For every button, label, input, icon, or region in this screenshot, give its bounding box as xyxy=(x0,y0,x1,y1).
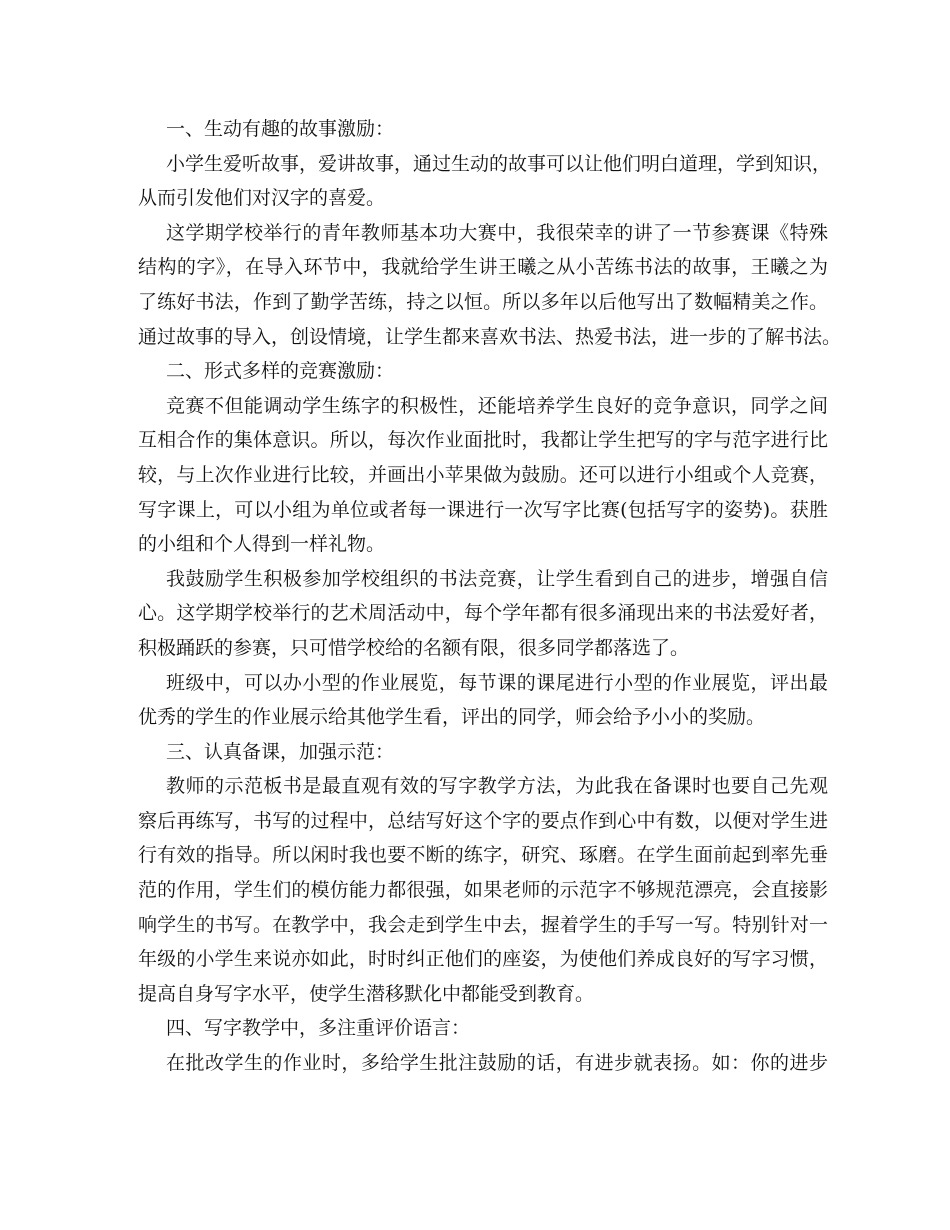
paragraph xyxy=(138,1046,828,1081)
paragraph xyxy=(138,666,828,735)
text-line: 结构的字》，在导入环节中，我就给学生讲王曦之从小苦练书法的故事，王曦之为 xyxy=(138,256,828,279)
text-line: 优秀的学生的作业展示给其他学生看，评出的同学，师会给予小小的奖励。 xyxy=(138,706,766,729)
text-line: 在批改学生的作业时，多给学生批注鼓励的话，有进步就表扬。如：你的进步 xyxy=(166,1052,828,1075)
section-heading-4: 四、写字教学中，多注重评价语言： xyxy=(166,1017,471,1040)
section-heading-2: 二、形式多样的竞赛激励： xyxy=(166,360,395,383)
paragraph xyxy=(138,147,832,216)
text-line: 行有效的指导。所以闲时我也要不断的练字，研究、琢磨。在学生面前起到率先垂 xyxy=(138,844,828,867)
text-line: 积极踊跃的参赛，只可惜学校给的名额有限，很多同学都落选了。 xyxy=(138,636,690,659)
text-line: 竞赛不但能调动学生练字的积极性，还能培养学生良好的竞争意识，同学之间 xyxy=(166,394,828,417)
text-line: 心。这学期学校举行的艺术周活动中，每个学年都有很多涌现出来的书法爱好者， xyxy=(138,602,828,625)
paragraph xyxy=(138,562,828,666)
text-line: 教师的示范板书是最直观有效的写字教学方法，为此我在备课时也要自己先观 xyxy=(166,775,828,798)
text-line: 了练好书法，作到了勤学苦练，持之以恒。所以多年以后他写出了数幅精美之作。 xyxy=(138,290,828,313)
text-line: 小学生爱听故事，爱讲故事，通过生动的故事可以让他们明白道理，学到知识， xyxy=(166,152,832,175)
text-line: 班级中，可以办小型的作业展览，每节课的课尾进行小型的作业展览，评出最 xyxy=(166,671,828,694)
text-line: 较，与上次作业进行比较，并画出小苹果做为鼓励。还可以进行小组或个人竞赛， xyxy=(138,463,828,486)
text-line: 写字课上，可以小组为单位或者每一课进行一次写字比赛(包括写字的姿势)。获胜 xyxy=(138,498,828,521)
document-page xyxy=(138,112,842,1081)
text-line: 范的作用，学生们的模仿能力都很强，如果老师的示范字不够规范漂亮，会直接影 xyxy=(138,879,828,902)
text-line: 年级的小学生来说亦如此，时时纠正他们的座姿，为使他们养成良好的写字习惯， xyxy=(138,948,828,971)
section-heading-1: 一、生动有趣的故事激励： xyxy=(166,118,395,140)
text-line: 互相合作的集体意识。所以，每次作业面批时，我都让学生把写的字与范字进行比 xyxy=(138,429,828,452)
text-line: 响学生的书写。在教学中，我会走到学生中去，握着学生的手写一写。特别针对一 xyxy=(138,913,828,936)
text-line: 察后再练写，书写的过程中，总结写好这个字的要点作到心中有数，以便对学生进 xyxy=(138,809,828,832)
text-line: 从而引发他们对汉字的喜爱。 xyxy=(138,187,386,210)
text-line: 我鼓励学生积极参加学校组织的书法竞赛，让学生看到自己的进步，增强自信 xyxy=(166,567,828,590)
text-line: 提高自身写字水平，使学生潜移默化中都能受到教育。 xyxy=(138,982,595,1005)
section-heading-3: 三、认真备课，加强示范： xyxy=(166,740,395,763)
paragraph xyxy=(138,216,842,354)
paragraph xyxy=(138,389,828,562)
paragraph xyxy=(138,769,828,1011)
text-line: 这学期学校举行的青年教师基本功大赛中，我很荣幸的讲了一节参赛课《特殊 xyxy=(166,221,828,244)
text-line: 通过故事的导入，创设情境，让学生都来喜欢书法、热爱书法，进一步的了解书法。 xyxy=(138,325,842,348)
text-line: 的小组和个人得到一样礼物。 xyxy=(138,533,386,556)
